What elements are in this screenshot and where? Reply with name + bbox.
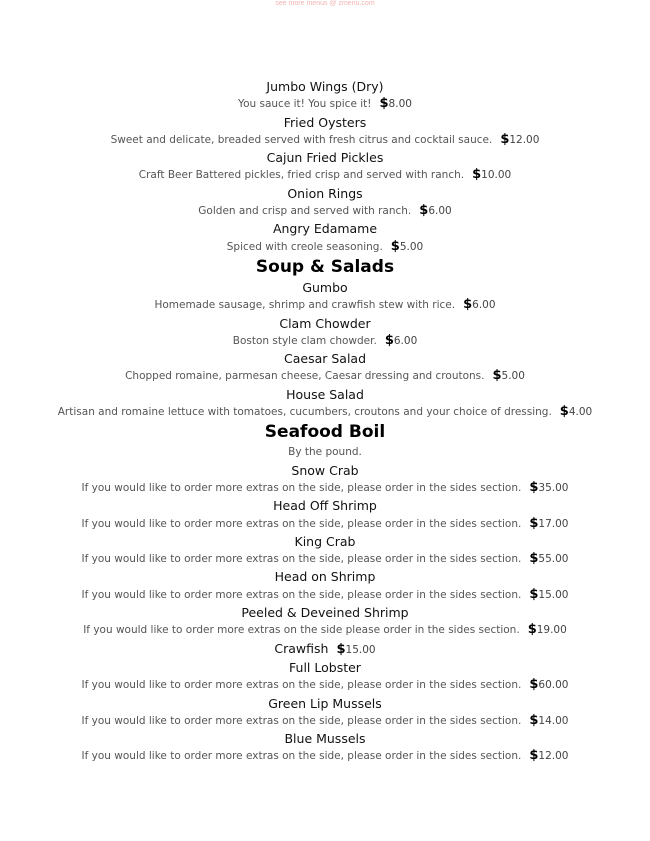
price-amount: 5.00 <box>501 370 525 383</box>
price-amount: 14.00 <box>538 714 569 727</box>
menu-item-desc-text: If you would like to order more extras on the side, please order in the sides section. <box>81 481 522 494</box>
menu-item-price: $6.00 <box>384 332 418 348</box>
menu-item-desc <box>0 712 650 730</box>
menu-item-desc-text: If you would like to order more extras on the side please order in the sides section. <box>83 624 520 637</box>
price-amount: 6.00 <box>393 334 418 347</box>
menu-item-price: $5.00 <box>492 368 525 384</box>
menu-item-name: Clam Chowder <box>279 315 371 331</box>
menu-item-price: $15.00 <box>336 641 376 657</box>
menu-item-desc <box>0 131 650 149</box>
section-subtitle: By the pound. <box>288 446 362 459</box>
menu <box>0 78 650 766</box>
price-amount: 35.00 <box>538 481 569 494</box>
menu-item-price: $55.00 <box>529 551 569 567</box>
menu-item-price: $8.00 <box>379 96 412 112</box>
menu-item-desc <box>0 676 650 694</box>
menu-item-name: King Crab <box>294 533 356 549</box>
price-amount: 8.00 <box>388 98 412 111</box>
menu-item-desc <box>0 95 650 113</box>
menu-item-price: $10.00 <box>472 167 512 183</box>
price-amount: 6.00 <box>472 299 496 312</box>
menu-item-name: Head on Shrimp <box>274 569 376 585</box>
menu-item-price: $6.00 <box>419 203 452 219</box>
menu-item-name: Fried Oysters <box>283 114 367 130</box>
price-amount: 60.00 <box>538 679 569 692</box>
menu-item-name: Peeled & Deveined Shrimp <box>241 605 409 621</box>
section-title-seafood-boil: Seafood Boil <box>264 422 386 443</box>
menu-item-desc-text: Golden and crisp and served with ranch. <box>198 205 412 218</box>
menu-item-price: $4.00 <box>559 404 593 420</box>
menu-item-name: Gumbo <box>302 279 348 295</box>
menu-item-desc-text: Artisan and romaine lettuce with tomatoes, cucumbers, croutons and your choice of dressing. <box>57 406 552 419</box>
menu-item-desc <box>0 621 650 639</box>
menu-item-desc-text: Chopped romaine, parmesan cheese, Caesar dressing and croutons. <box>125 370 485 383</box>
menu-item-desc-text: If you would like to order more extras on the side, please order in the sides section. <box>81 588 522 601</box>
menu-item-name: Angry Edamame <box>272 221 378 237</box>
menu-item-desc <box>0 296 650 314</box>
price-amount: 5.00 <box>399 240 424 253</box>
menu-item-desc <box>0 550 650 568</box>
menu-item-desc <box>0 367 650 385</box>
price-amount: 17.00 <box>538 517 569 530</box>
price-amount: 6.00 <box>428 205 452 218</box>
menu-item-desc-text: Homemade sausage, shrimp and crawfish stew with rice. <box>154 299 456 312</box>
menu-item-name: Head Off Shrimp <box>273 498 377 514</box>
menu-item-name: Caesar Salad <box>283 351 367 367</box>
price-amount: 55.00 <box>538 553 569 566</box>
price-amount: 12.00 <box>509 133 540 146</box>
menu-item-desc-text: Spiced with creole seasoning. <box>226 240 383 253</box>
menu-item-desc-text: You sauce it! You spice it! <box>238 98 372 111</box>
price-amount: 4.00 <box>568 406 593 419</box>
menu-item-desc <box>0 515 650 533</box>
menu-item-price: $60.00 <box>529 677 569 693</box>
menu-item-desc <box>0 403 650 421</box>
menu-item-desc <box>0 747 650 765</box>
menu-item-price: $12.00 <box>529 748 569 764</box>
menu-item-name: Cajun Fried Pickles <box>266 150 384 166</box>
menu-item-name: Full Lobster <box>289 659 361 675</box>
menu-item-name: Jumbo Wings (Dry) <box>266 79 384 94</box>
menu-item-desc-text: If you would like to order more extras on the side, please order in the sides section. <box>81 714 522 727</box>
menu-item-desc-text: If you would like to order more extras on the side, please order in the sides section. <box>81 553 522 566</box>
price-amount: 15.00 <box>538 588 569 601</box>
menu-item-desc-text: If you would like to order more extras on the side, please order in the sides section. <box>81 679 522 692</box>
menu-item-name: Onion Rings <box>287 185 363 201</box>
menu-item-name: House Salad <box>286 386 364 402</box>
menu-item-price: $6.00 <box>463 297 496 313</box>
menu-item-desc <box>0 586 650 604</box>
menu-item-desc-text: Boston style clam chowder. <box>232 334 377 347</box>
menu-item-desc-text: If you would like to order more extras on the side, please order in the sides section. <box>81 517 522 530</box>
menu-item-name: Snow Crab <box>291 462 359 478</box>
menu-item-name-with-price <box>0 640 650 659</box>
menu-item-price: $12.00 <box>500 131 540 147</box>
price-amount: 10.00 <box>481 169 512 182</box>
menu-item-price: $19.00 <box>527 622 567 638</box>
menu-item-price: $5.00 <box>390 238 424 254</box>
price-amount: 15.00 <box>345 643 376 656</box>
price-amount: 12.00 <box>538 750 569 763</box>
section-title-soup-salads: Soup & Salads <box>255 256 395 277</box>
menu-item-desc <box>0 332 650 350</box>
menu-item-name-text: Crawfish <box>274 640 329 656</box>
menu-item-name: Green Lip Mussels <box>268 695 382 711</box>
menu-item-desc <box>0 479 650 497</box>
menu-item-desc-text: Craft Beer Battered pickles, fried crisp and served with ranch. <box>138 169 465 182</box>
menu-item-desc <box>0 202 650 220</box>
menu-item-desc-text: Sweet and delicate, breaded served with fresh citrus and cocktail sauce. <box>110 133 493 146</box>
price-amount: 19.00 <box>536 624 567 637</box>
menu-item-price: $35.00 <box>529 479 569 495</box>
menu-item-desc-text: If you would like to order more extras on the side, please order in the sides section. <box>81 750 522 763</box>
menu-item-name: Blue Mussels <box>284 731 366 747</box>
menu-item-desc <box>0 166 650 184</box>
menu-item-desc <box>0 238 650 256</box>
menu-item-price: $15.00 <box>529 586 569 602</box>
menu-item-price: $17.00 <box>529 515 569 531</box>
watermark: see more menus @ zmenu.com <box>275 0 375 7</box>
menu-item-price: $14.00 <box>529 712 569 728</box>
